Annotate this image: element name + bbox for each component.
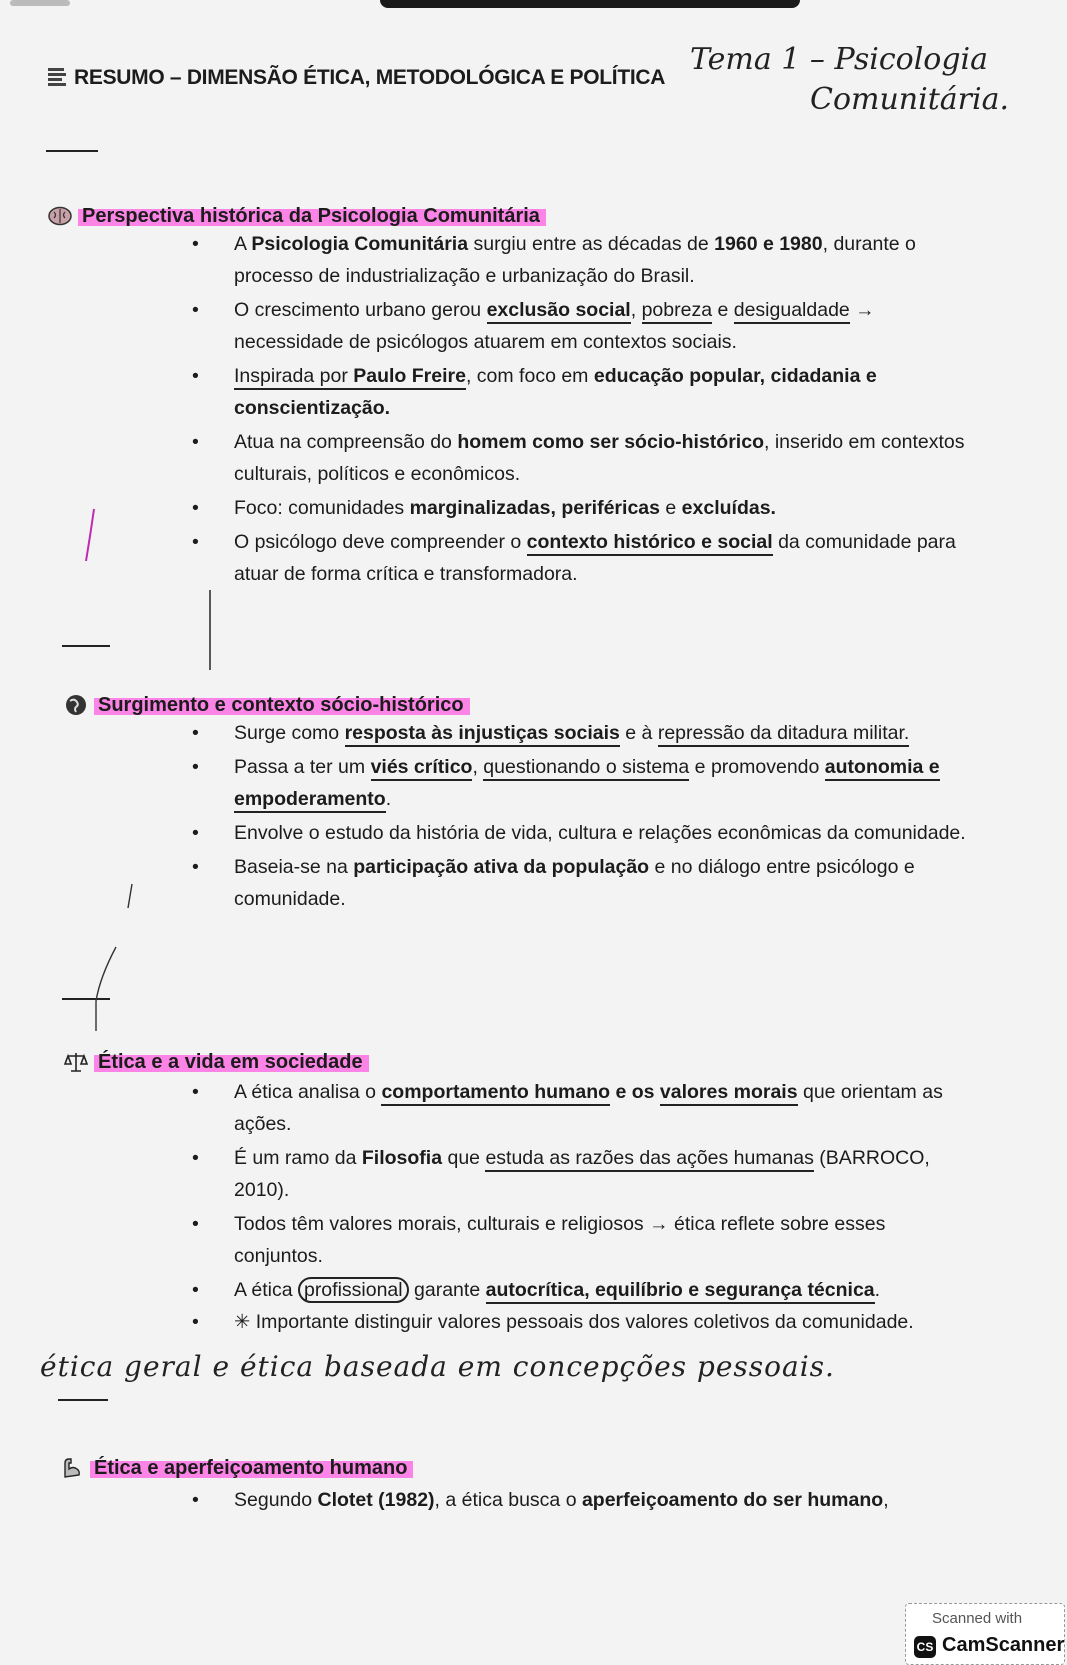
list-item: • Surge como resposta às injustiças sociais e à repressão da ditadura militar. [170,717,970,749]
pen-mark [80,505,100,565]
list-item: • ✳ Importante distinguir valores pessoais dos valores coletivos da comunidade. [192,1311,914,1333]
camscanner-watermark: Scanned with CS CamScanner [905,1603,1065,1665]
list-item: • A Psicologia Comunitária surgiu entre as décadas de 1960 e 1980, durante o processo de industrialização e urbanização do Brasil. [192,233,916,287]
section-heading-ethics-society: Ética e a vida em sociedade [64,1050,369,1074]
divider [46,150,98,152]
handwritten-topic [690,40,1009,120]
brain-icon [48,204,72,228]
scales-icon [64,1050,88,1074]
list-item: • Inspirada por Paulo Freire, com foco em educação popular, cidadania e conscientização. [192,365,877,419]
list-item: • É um ramo da Filosofia que estuda as razões das ações humanas (BARROCO, 2010). [192,1147,930,1201]
section-list-emergence [170,717,970,915]
section-list-ethics-society [170,1076,970,1338]
section-list-ethics-improvement [170,1484,970,1516]
section-heading-historical: Perspectiva histórica da Psicologia Comunitária [48,204,546,228]
flexed-arm-icon [60,1456,84,1480]
list-item: • O psicólogo deve compreender o contexto histórico e social da comunidade para atuar de forma crítica e transformadora. [192,531,956,585]
scan-edge-shadow [380,0,800,8]
list-item: • Passa a ter um viés crítico, questionando o sistema e promovendo autonomia e empoderamento. [170,751,970,815]
camscanner-logo-icon: CS [914,1636,936,1658]
section-list-historical [170,228,970,590]
divider [62,645,110,647]
handwritten-topic-line2: Comunitária. [810,82,1009,117]
globe-icon [64,693,88,717]
section-heading-ethics-improvement: Ética e aperfeiçoamento humano [60,1456,413,1480]
divider [58,1399,108,1401]
list-item: • Todos têm valores morais, culturais e religiosos → ética reflete sobre esses conjuntos. [192,1213,886,1267]
list-item: • Foco: comunidades marginalizadas, periféricas e excluídas. [192,497,776,519]
pen-mark [205,588,215,672]
list-item: • A ética analisa o comportamento humano e os valores morais que orientam as ações. [192,1081,943,1135]
pen-mark [125,882,135,912]
list-item: • Segundo Clotet (1982), a ética busca o aperfeiçoamento do ser humano, [192,1489,889,1511]
scan-smudge [10,0,70,6]
list-item: • Atua na compreensão do homem como ser sócio-histórico, inserido em contextos culturais, políticos e econômicos. [192,431,965,485]
list-item: • Baseia-se na participação ativa da população e no diálogo entre psicólogo e comunidade. [192,856,915,910]
page-title: RESUMO – DIMENSÃO ÉTICA, METODOLÓGICA E POLÍTICA [74,66,666,89]
list-item: • A ética profissional garante autocrítica, equilíbrio e segurança técnica. [170,1274,970,1306]
handwritten-note: ética geral e ética baseada em concepções pessoais. [40,1350,835,1383]
pen-mark [90,945,120,1035]
list-item: • O crescimento urbano gerou exclusão social, pobreza e desigualdade → necessidade de psicólogos atuarem em contextos sociais. [192,299,875,353]
handwritten-topic-line1: Tema 1 – Psicologia [690,42,989,77]
section-heading-emergence: Surgimento e contexto sócio-histórico [64,693,470,717]
memo-icon [48,68,66,88]
list-item: • Envolve o estudo da história de vida, cultura e relações econômicas da comunidade. [192,822,966,844]
title-row [48,66,665,90]
